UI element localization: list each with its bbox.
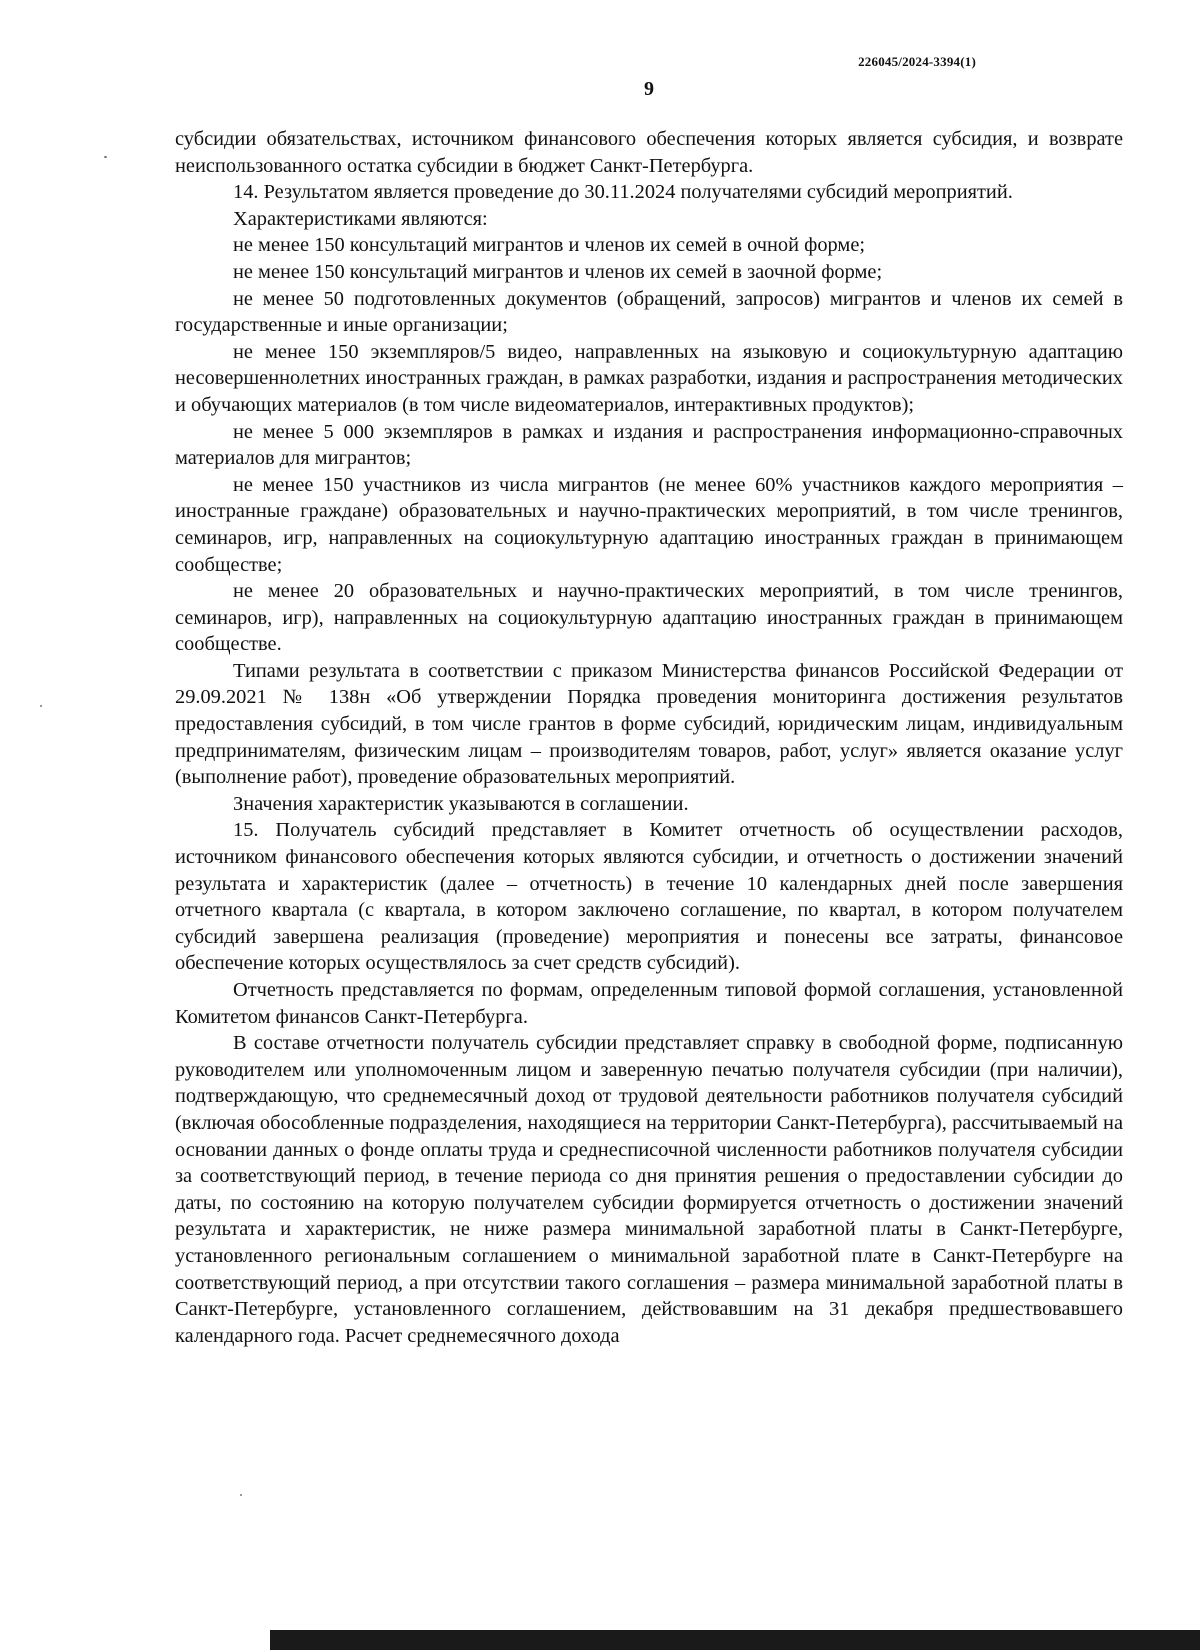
paragraph: 15. Получатель субсидий представляет в Комитет отчетность об осуществлении расходов, источником финансового обеспечения которых являются субсидии, и отчетность о достижении значений результата и характеристик (далее – отчетность) в течение 10 календарных дней после завершения отчетного квартала (с квартала, в котором заключено соглашение, по квартал, в котором получателем субсидий завершена реализация (проведение) мероприятия и понесены все затраты, финансовое обеспечение которых осуществлялось за счет средств субсидий). [175,819,1123,975]
document-number: 226045/2024-3394(1) [858,54,976,69]
paragraph: 14. Результатом является проведение до 30.11.2024 получателями субсидий мероприятий. [233,181,1013,204]
scan-speck [104,156,107,158]
paragraph: Характеристиками являются: [233,207,488,230]
scan-speck [240,1494,242,1496]
paragraph: Типами результата в соответствии с приказом Министерства финансов Российской Федерации от 29.09.2021 № 138н «Об утверждении Порядка проведения мониторинга достижения результатов предоставления субсидий, в том числе грантов в форме субсидий, юридическим лицам, индивидуальным предпринимателям, физическим лицам – производителям товаров, работ, услуг» является оказание услуг (выполнение работ), проведение образовательных мероприятий. [175,659,1123,789]
paragraph: не менее 150 участников из числа мигрантов (не менее 60% участников каждого мероприятия – иностранные граждане) образовательных и научно-практических мероприятий, в том числе тренингов, семинаров, игр, направленных на социокультурную адаптацию иностранных граждан в принимающем сообществе; [175,473,1123,576]
paragraph: не менее 5 000 экземпляров в рамках и издания и распространения информационно-справочных материалов для мигрантов; [175,420,1123,470]
paragraph: не менее 150 консультаций мигрантов и членов их семей в очной форме; [233,234,866,257]
paragraph: не менее 20 образовательных и научно-практических мероприятий, в том числе тренингов, семинаров, игр), направленных на социокультурную адаптацию иностранных граждан в принимающем сообществе. [175,580,1123,656]
paragraph: не менее 150 консультаций мигрантов и членов их семей в заочной форме; [233,260,883,283]
page-number: 9 [644,78,654,100]
paragraph: субсидии обязательствах, источником финансового обеспечения которых является субсидия, и возврате неиспользованного остатка субсидии в бюджет Санкт-Петербурга. [175,128,1123,177]
paragraph: не менее 50 подготовленных документов (обращений, запросов) мигрантов и членов их семей в государственные и иные организации; [175,287,1123,337]
document-body [175,126,1123,1349]
paragraph: не менее 150 экземпляров/5 видео, направленных на языковую и социокультурную адаптацию несовершеннолетних иностранных граждан, в рамках разработки, издания и распространения методических и обучающих материалов (в том числе видеоматериалов, интерактивных продуктов); [175,340,1123,416]
scan-speck [40,705,42,707]
paragraph: Отчетность представляется по формам, определенным типовой формой соглашения, установленной Комитетом финансов Санкт-Петербурга. [175,979,1123,1028]
paragraph: Значения характеристик указываются в соглашении. [233,792,689,815]
scan-edge-bar [270,1630,1200,1650]
paragraph: В составе отчетности получатель субсидии представляет справку в свободной форме, подписанную руководителем или уполномоченным лицом и заверенную печатью получателя субсидии (при наличии), подтверждающую, что среднемесячный доход от трудовой деятельности работников получателя субсидий (включая обособленные подразделения, находящиеся на территории Санкт-Петербурга), рассчитываемый на основании данных о фонде оплаты труда и среднесписочной численности работников получателя субсидии за соответствующий период, в течение периода со дня принятия решения о предоставлении субсидии до даты, по состоянию на которую получателем субсидии формируется отчетность о достижении значений результата и характеристик, не ниже размера минимальной заработной платы в Санкт-Петербурге, установленного региональным соглашением о минимальной заработной плате в Санкт-Петербурге на соответствующий период, а при отсутствии такого соглашения – размера минимальной заработной платы в Санкт-Петербурге, установленного соглашением, действовавшим на 31 декабря предшествовавшего календарного года. Расчет среднемесячного дохода [175,1032,1123,1347]
